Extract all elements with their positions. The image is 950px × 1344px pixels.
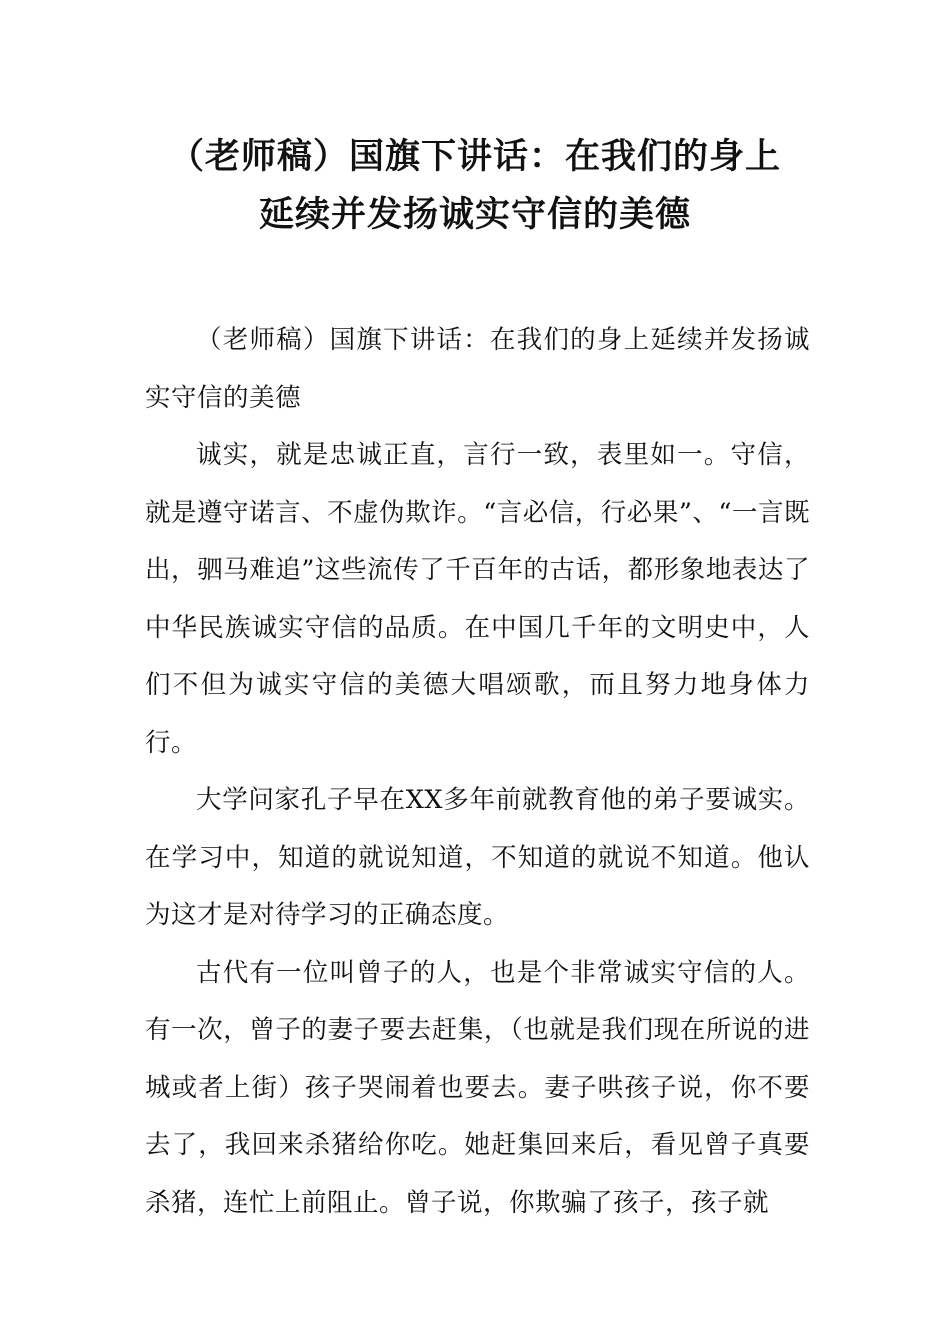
paragraph-confucius: 大学问家孔子早在XX多年前就教育他的弟子要诚实。在学习中，知道的就说知道，不知道的就说不知道。他认为这才是对待学习的正确态度。 <box>145 785 810 930</box>
title-line-2: 延续并发扬诚实守信的美德 <box>258 195 691 235</box>
paragraph-zengzi: 古代有一位叫曾子的人，也是个非常诚实守信的人。有一次，曾子的妻子要去赶集，（也就是我们现在所说的进城或者上街）孩子哭闹着也要去。妻子哄孩子说，你不要去了，我回来杀猪给你吃。她赶集回来后，看见曾子真要杀猪，连忙上前阻止。曾子说，你欺骗了孩子，孩子就 <box>145 957 810 1218</box>
paragraph-subtitle: （老师稿）国旗下讲话：在我们的身上延续并发扬诚实守信的美德 <box>145 325 810 413</box>
paragraph-honesty-definition: 诚实，就是忠诚正直，言行一致，表里如一。守信，就是遵守诺言、不虚伪欺诈。“言必信，行必果”、“一言既出，驷马难追”这些流传了千百年的古话，都形象地表达了中华民族诚实守信的品质。在中国几千年的文明史中，人们不但为诚实守信的美德大唱颂歌，而且努力地身体力行。 <box>145 440 810 758</box>
document-body <box>145 312 810 1232</box>
title-line-1: （老师稿）国旗下讲话：在我们的身上 <box>168 137 781 177</box>
document-title <box>140 128 810 244</box>
